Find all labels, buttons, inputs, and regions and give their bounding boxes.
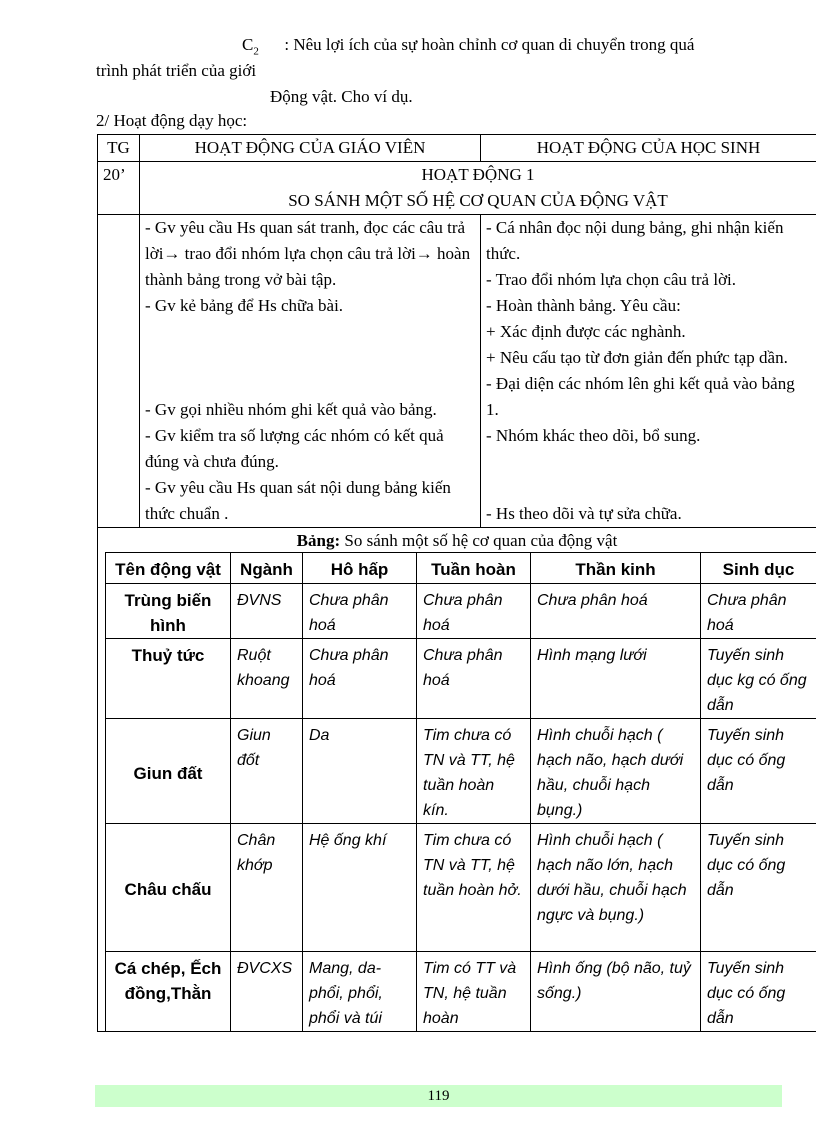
respiration-cell: Da: [303, 719, 417, 824]
reproductive-cell: Tuyến sinh dục có ống dẫn: [701, 824, 816, 952]
activity-content-row: [98, 215, 816, 528]
comparison-title-prefix: Bảng:: [296, 531, 341, 550]
animal-cell: Trùng biến hình: [106, 584, 231, 639]
teacher-activity: - Gv yêu cầu Hs quan sát tranh, đọc các câu trả lời→ trao đổi nhóm lựa chọn câu trả lời→ hoàn thành bảng trong vở bài tập. - Gv kẻ bảng để Hs chữa bài. - Gv gọi nhiều nhóm ghi kết quả vào bảng. - Gv kiểm tra số lượng các nhóm có kết quả đúng và chưa đúng. - Gv yêu cầu Hs quan sát nội dung bảng kiến thức chuẩn .: [140, 215, 481, 528]
reproductive-cell: Tuyến sinh dục có ống dẫn: [701, 952, 816, 1032]
comparison-title: [98, 530, 816, 552]
circulation-cell: Tim chưa có TN và TT, hệ tuần hoàn kín.: [417, 719, 531, 824]
c-label: C: [242, 35, 254, 54]
respiration-cell: Hệ ống khí: [303, 824, 417, 952]
circulation-cell: Tim chưa có TN và TT, hệ tuần hoàn hở.: [417, 824, 531, 952]
col-reproductive: Sinh dục: [701, 553, 816, 584]
comparison-table: [105, 552, 816, 1032]
c-subscript: 2: [253, 45, 259, 58]
animal-cell: Cá chép, Ếch đồng,Thằn: [106, 952, 231, 1032]
activity-heading: [140, 162, 816, 215]
page-number-bar: [95, 1085, 782, 1107]
question-text-line3: Động vật. Cho ví dụ.: [270, 87, 413, 106]
animal-cell: Giun đất: [106, 719, 231, 824]
phylum-cell: Giun đốt: [231, 719, 303, 824]
circulation-cell: Tim có TT và TN, hệ tuần hoàn: [417, 952, 531, 1032]
question-c2: [242, 32, 694, 58]
comparison-row: [98, 528, 816, 1032]
col-circulation: Tuần hoàn: [417, 553, 531, 584]
nervous-cell: Hình chuỗi hạch ( hạch não lớn, hạch dưới hầu, chuỗi hạch ngực và bụng.): [531, 824, 701, 952]
student-activity: - Cá nhân đọc nội dung bảng, ghi nhận kiến thức. - Trao đổi nhóm lựa chọn câu trả lời. - Hoàn thành bảng. Yêu cầu: + Xác định được các nghành. + Nêu cấu tạo từ đơn giản đến phức tạp dần. - Đại diện các nhóm lên ghi kết quả vào bảng 1. - Nhóm khác theo dõi, bổ sung. - Hs theo dõi và tự sửa chữa.: [481, 215, 816, 528]
phylum-cell: Chân khớp: [231, 824, 303, 952]
section-title: 2/ Hoạt động dạy học:: [96, 111, 248, 130]
activity-title-row: [98, 162, 816, 215]
header-tg: TG: [98, 135, 140, 162]
phylum-cell: Ruột khoang: [231, 639, 303, 719]
header-student: HOẠT ĐỘNG CỦA HỌC SINH: [481, 135, 816, 162]
nervous-cell: Hình chuỗi hạch ( hạch não, hạch dưới hầu, chuỗi hạch bụng.): [531, 719, 701, 824]
table-row: [106, 952, 816, 1032]
activity-time: 20’: [98, 162, 140, 215]
animal-cell: Châu chấu: [106, 824, 231, 952]
table-row: [106, 824, 816, 952]
circulation-cell: Chưa phân hoá: [417, 584, 531, 639]
question-text-line2: trình phát triển của giới: [96, 61, 257, 80]
page-number: 119: [427, 1088, 450, 1104]
table-row: [106, 639, 816, 719]
respiration-cell: Chưa phân hoá: [303, 639, 417, 719]
col-nervous: Thần kinh: [531, 553, 701, 584]
comparison-title-rest: So sánh một số hệ cơ quan của động vật: [340, 531, 618, 550]
lesson-activity-table: [97, 134, 816, 1032]
comparison-header-row: [106, 553, 816, 584]
table-row: [106, 719, 816, 824]
animal-cell: Thuỷ tức: [106, 639, 231, 719]
col-phylum: Ngành: [231, 553, 303, 584]
col-animal-name: Tên động vật: [106, 553, 231, 584]
circulation-cell: Chưa phân hoá: [417, 639, 531, 719]
header-teacher: HOẠT ĐỘNG CỦA GIÁO VIÊN: [140, 135, 481, 162]
respiration-cell: Chưa phân hoá: [303, 584, 417, 639]
phylum-cell: ĐVNS: [231, 584, 303, 639]
reproductive-cell: Chưa phân hoá: [701, 584, 816, 639]
header-row: [98, 135, 816, 162]
empty-time-cell: [98, 215, 140, 528]
question-text-line1: : Nêu lợi ích của sự hoàn chỉnh cơ quan di chuyển trong quá: [284, 35, 695, 54]
comparison-cell: [98, 528, 816, 1032]
reproductive-cell: Tuyến sinh dục kg có ống dẫn: [701, 639, 816, 719]
nervous-cell: Hình mạng lưới: [531, 639, 701, 719]
nervous-cell: Chưa phân hoá: [531, 584, 701, 639]
activity-title: HOẠT ĐỘNG 1: [421, 165, 535, 184]
activity-subtitle: SO SÁNH MỘT SỐ HỆ CƠ QUAN CỦA ĐỘNG VẬT: [288, 191, 668, 210]
phylum-cell: ĐVCXS: [231, 952, 303, 1032]
col-respiration: Hô hấp: [303, 553, 417, 584]
respiration-cell: Mang, da- phổi, phổi, phổi và túi: [303, 952, 417, 1032]
reproductive-cell: Tuyến sinh dục có ống dẫn: [701, 719, 816, 824]
nervous-cell: Hình ống (bộ não, tuỷ sống.): [531, 952, 701, 1032]
table-row: [106, 584, 816, 639]
